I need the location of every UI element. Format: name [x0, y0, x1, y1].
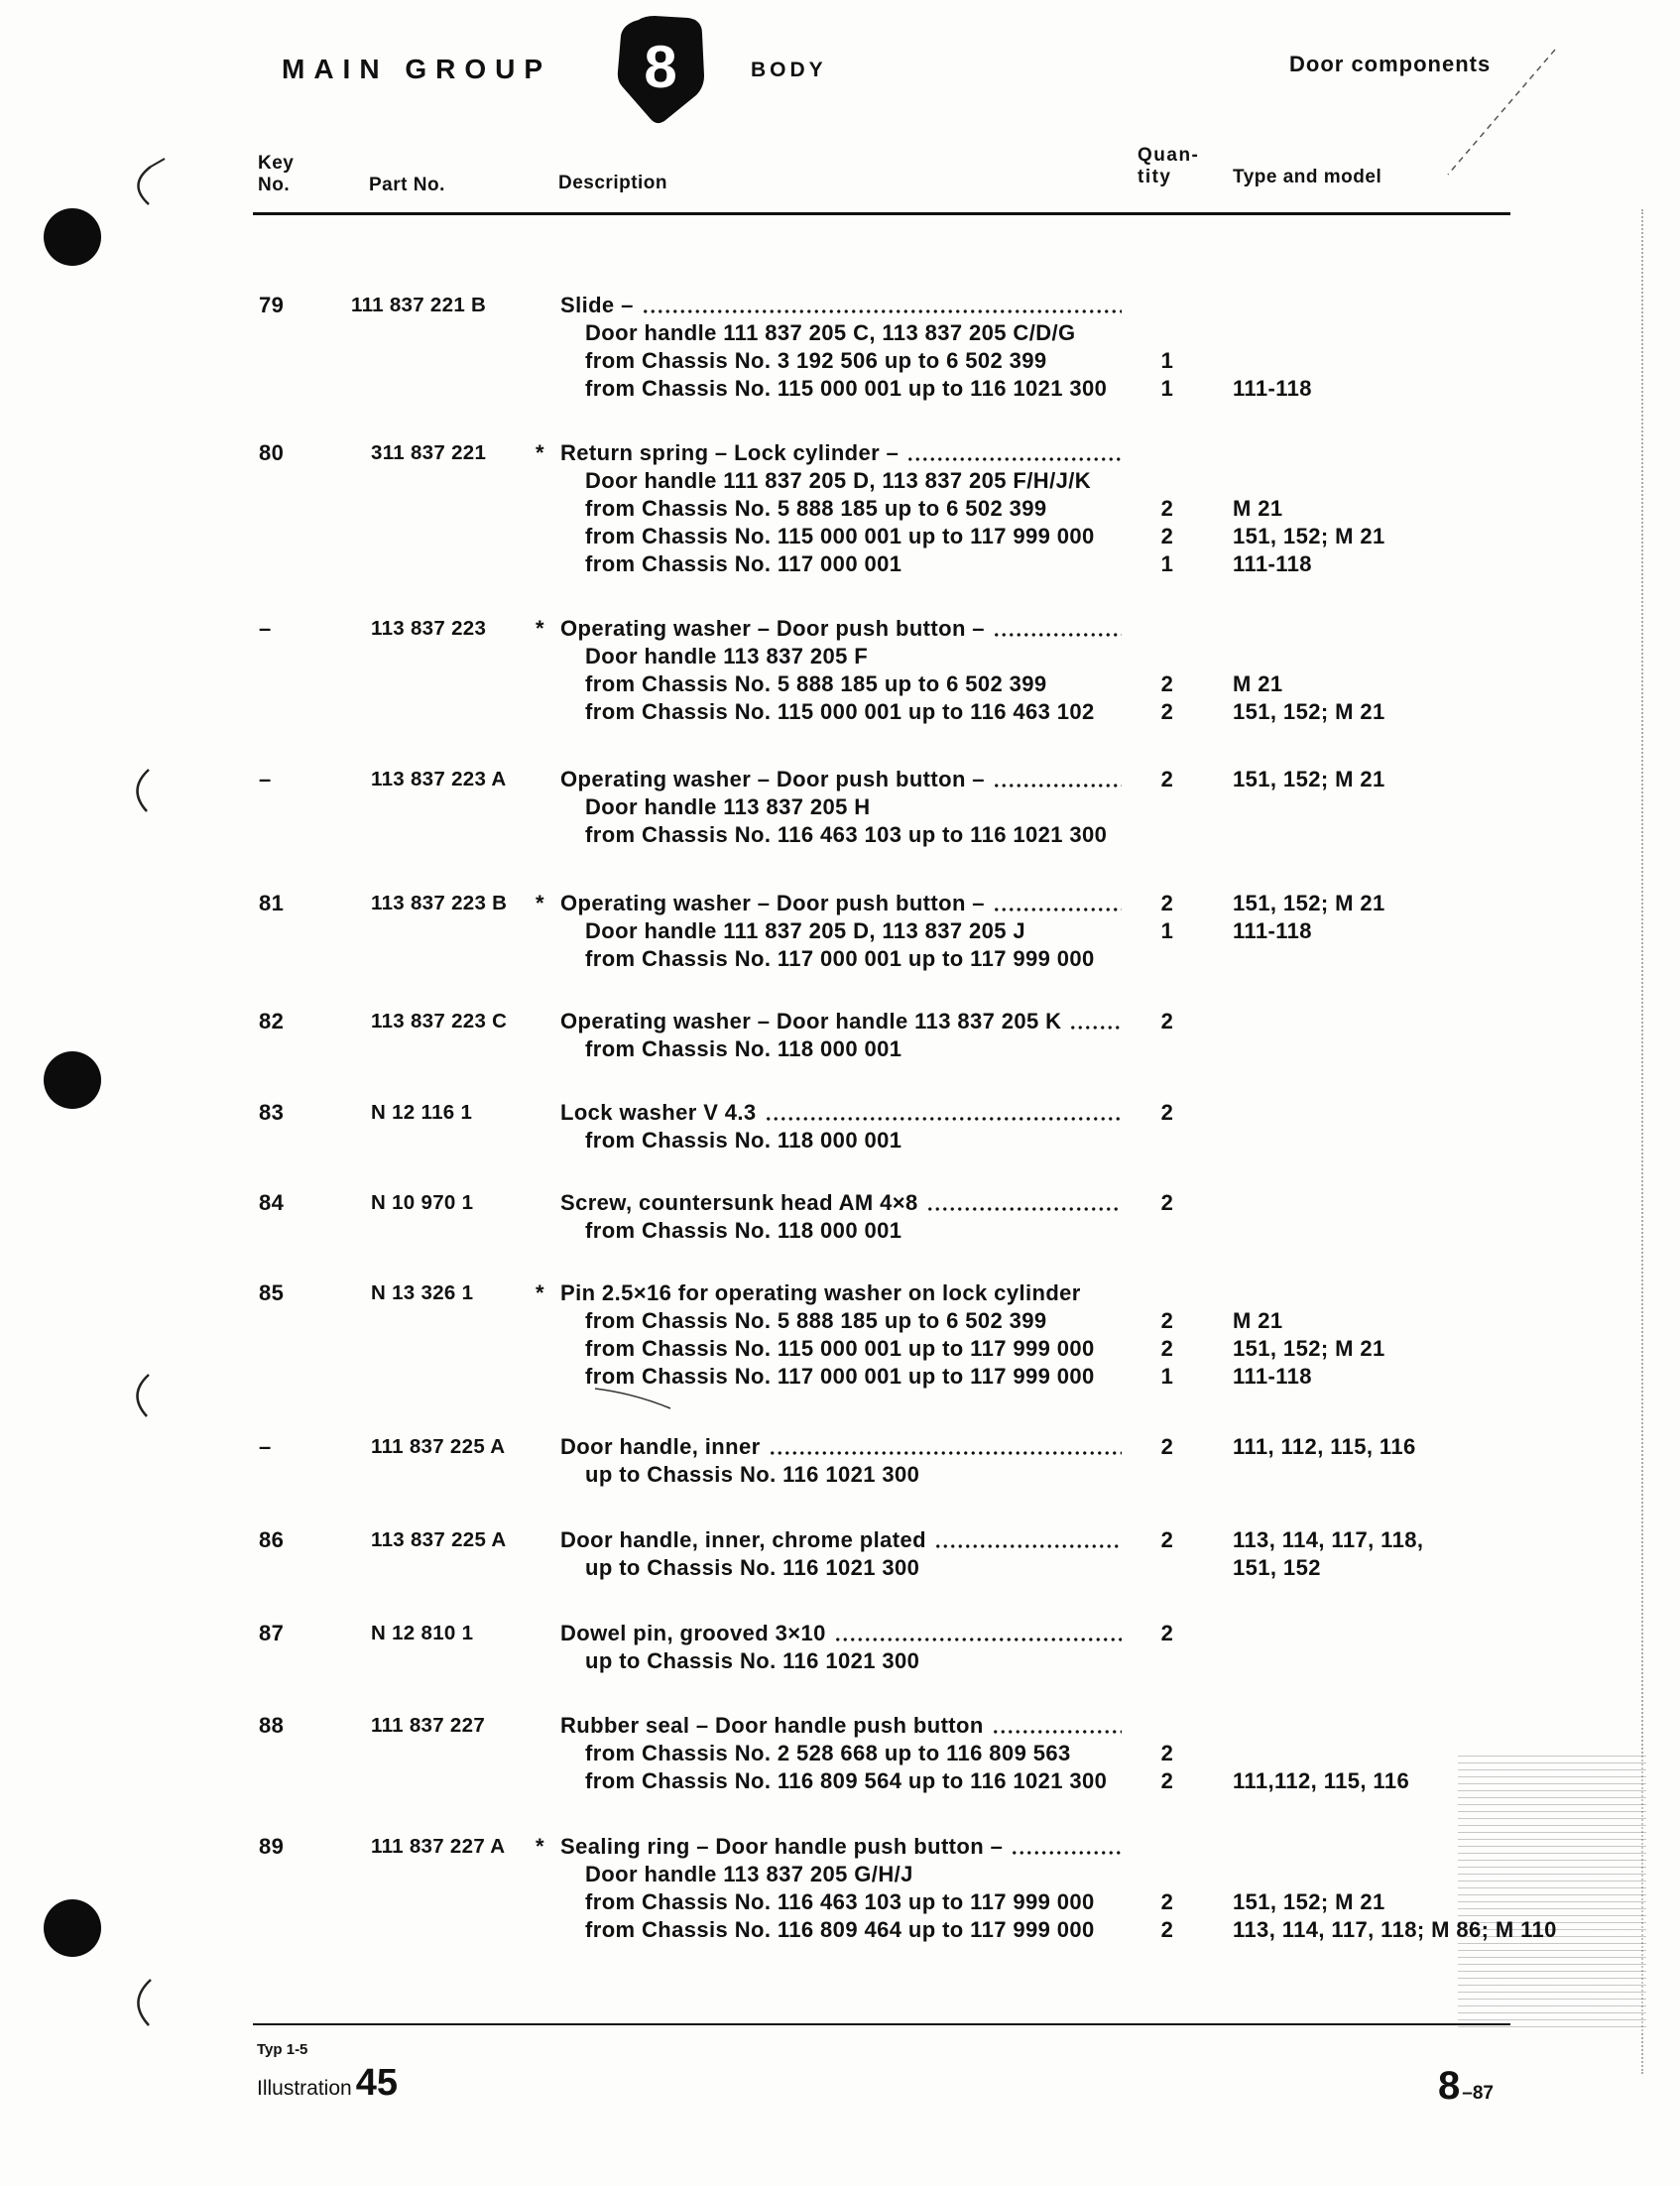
description-cell: [585, 1554, 919, 1582]
description-text: Door handle, inner, chrome plated: [560, 1527, 926, 1552]
description-cell: [560, 890, 1122, 917]
type-and-model: 151, 152; M 21: [1233, 1336, 1385, 1361]
description-line: [0, 890, 1680, 917]
description-line: [0, 1712, 1680, 1740]
description-text: Lock washer V 4.3: [560, 1100, 757, 1125]
illustration-reference: [257, 2064, 398, 2102]
description-line: [0, 1888, 1680, 1916]
part-number: N 12 116 1: [371, 1101, 473, 1124]
quantity: 2: [1160, 496, 1174, 521]
description-line: [0, 1861, 1680, 1888]
description-cell: [585, 670, 1047, 698]
description-cell: [560, 1008, 1122, 1035]
type-and-model: 111-118: [1233, 1364, 1312, 1389]
description-line: [0, 1526, 1680, 1554]
description-line: [0, 467, 1680, 495]
key-number: 87: [259, 1621, 285, 1645]
description-cell: [585, 945, 1095, 973]
description-text: from Chassis No. 5 888 185 up to 6 502 399: [585, 1308, 1047, 1333]
description-cell: [560, 1833, 1122, 1861]
dot-leader: [934, 1544, 1122, 1548]
part-number: N 12 810 1: [371, 1622, 474, 1644]
part-number: 113 837 223 C: [371, 1010, 508, 1032]
description-text: from Chassis No. 2 528 668 up to 116 809 563: [585, 1741, 1071, 1765]
quantity: 1: [1160, 1364, 1174, 1389]
type-and-model: 151, 152; M 21: [1233, 1889, 1385, 1914]
description-cell: [585, 1127, 901, 1154]
description-text: Door handle, inner: [560, 1434, 761, 1459]
description-text: Operating washer – Door push button –: [560, 616, 985, 641]
revision-star: *: [536, 1280, 544, 1305]
description-line: [0, 670, 1680, 698]
dot-leader: [769, 1451, 1122, 1455]
description-text: Slide –: [560, 293, 634, 317]
type-and-model: M 21: [1233, 1308, 1283, 1333]
section-title: Door components: [1289, 52, 1492, 76]
description-line: [0, 945, 1680, 973]
type-and-model: M 21: [1233, 671, 1283, 696]
description-line: [0, 1307, 1680, 1335]
key-number: –: [259, 767, 272, 791]
key-number: 82: [259, 1009, 285, 1033]
description-text: Door handle 111 837 205 D, 113 837 205 F/H/J/K: [585, 468, 1092, 493]
description-line: [0, 1335, 1680, 1363]
description-text: from Chassis No. 118 000 001: [585, 1218, 902, 1243]
quantity: 2: [1160, 1527, 1174, 1552]
description-cell: [585, 1217, 901, 1245]
description-text: from Chassis No. 115 000 001 up to 117 999 000: [585, 1336, 1095, 1361]
revision-star: *: [536, 891, 544, 915]
description-line: [0, 523, 1680, 550]
vehicle-type-label: Typ 1-5: [257, 2041, 308, 2058]
description-line: [0, 1363, 1680, 1391]
description-line: [0, 917, 1680, 945]
description-text: from Chassis No. 5 888 185 up to 6 502 399: [585, 496, 1047, 521]
group-name: BODY: [751, 59, 827, 81]
description-cell: [585, 1647, 919, 1675]
description-text: Door handle 111 837 205 C, 113 837 205 C/D/G: [585, 320, 1076, 345]
description-line: [0, 1008, 1680, 1035]
column-description-heading: Description: [558, 173, 668, 193]
description-text: up to Chassis No. 116 1021 300: [585, 1462, 920, 1487]
quantity: 2: [1160, 671, 1174, 696]
dot-leader: [993, 908, 1122, 911]
description-text: from Chassis No. 117 000 001: [585, 551, 902, 576]
description-text: Screw, countersunk head AM 4×8: [560, 1190, 918, 1215]
quantity: 1: [1160, 348, 1174, 373]
key-number: 89: [259, 1834, 285, 1859]
description-cell: [585, 1767, 1107, 1795]
description-text: from Chassis No. 115 000 001 up to 116 463 102: [585, 699, 1095, 724]
key-number: 86: [259, 1527, 285, 1552]
description-line: [0, 698, 1680, 726]
description-line: [0, 495, 1680, 523]
description-cell: [585, 375, 1107, 403]
description-line: [0, 1647, 1680, 1675]
description-text: Door handle 113 837 205 F: [585, 644, 869, 668]
page-sub-number: –87: [1462, 2083, 1494, 2104]
description-text: Sealing ring – Door handle push button –: [560, 1834, 1004, 1859]
quantity: 2: [1160, 1434, 1174, 1459]
description-line: [0, 1217, 1680, 1245]
description-line: [0, 1035, 1680, 1063]
description-line: [0, 1916, 1680, 1944]
description-line: [0, 292, 1680, 319]
part-number: 113 837 223: [371, 617, 487, 640]
description-cell: [560, 1433, 1122, 1461]
part-number: 113 837 223 B: [371, 892, 508, 914]
footer-rule: [253, 2023, 1510, 2025]
quantity: 2: [1160, 1768, 1174, 1793]
description-cell: [585, 1363, 1095, 1391]
description-cell: [585, 1335, 1095, 1363]
part-number: 111 837 227: [371, 1714, 486, 1737]
quantity: 2: [1160, 891, 1174, 915]
description-text: Operating washer – Door handle 113 837 205 K: [560, 1009, 1062, 1033]
quantity: 2: [1160, 1917, 1174, 1942]
quantity: 1: [1160, 918, 1174, 943]
part-number: 113 837 223 A: [371, 768, 507, 790]
quantity: 1: [1160, 551, 1174, 576]
description-text: up to Chassis No. 116 1021 300: [585, 1648, 920, 1673]
description-cell: [585, 1307, 1047, 1335]
quantity: 2: [1160, 1889, 1174, 1914]
dot-leader: [1011, 1851, 1122, 1855]
part-number: 113 837 225 A: [371, 1528, 507, 1551]
quantity: 1: [1160, 376, 1174, 401]
description-line: [0, 1433, 1680, 1461]
description-cell: [560, 439, 1122, 467]
key-number: 81: [259, 891, 285, 915]
description-line: [0, 821, 1680, 849]
illustration-label: Illustration: [257, 2077, 352, 2100]
column-quantity-heading: tity: [1138, 167, 1172, 187]
quantity: 2: [1160, 1741, 1174, 1765]
dot-leader: [993, 784, 1122, 788]
description-text: Operating washer – Door push button –: [560, 767, 985, 791]
type-and-model: 151, 152; M 21: [1233, 891, 1385, 915]
key-number: 79: [259, 293, 285, 317]
description-cell: [585, 523, 1095, 550]
dot-leader: [906, 457, 1122, 461]
description-cell: [585, 550, 901, 578]
key-number: 80: [259, 440, 285, 465]
description-line: [0, 319, 1680, 347]
description-cell: [585, 1035, 901, 1063]
key-number: 84: [259, 1190, 285, 1215]
dot-leader: [765, 1117, 1122, 1121]
description-line: [0, 1833, 1680, 1861]
description-cell: [585, 347, 1047, 375]
type-and-model: 151, 152; M 21: [1233, 524, 1385, 548]
description-cell: [585, 1916, 1095, 1944]
column-part-heading: Part No.: [369, 175, 445, 195]
key-number: 85: [259, 1280, 285, 1305]
description-text: from Chassis No. 116 809 564 up to 116 1021 300: [585, 1768, 1108, 1793]
description-text: from Chassis No. 117 000 001 up to 117 999 000: [585, 946, 1095, 971]
description-line: [0, 1767, 1680, 1795]
description-cell: [560, 1712, 1122, 1740]
key-number: 83: [259, 1100, 285, 1125]
type-and-model: 113, 114, 117, 118; M 86; M 110: [1233, 1917, 1557, 1942]
description-text: from Chassis No. 117 000 001 up to 117 999 000: [585, 1364, 1095, 1389]
type-and-model: 111-118: [1233, 551, 1312, 576]
description-line: [0, 766, 1680, 793]
type-and-model: 151, 152; M 21: [1233, 699, 1385, 724]
description-cell: [585, 821, 1107, 849]
description-cell: [585, 319, 1076, 347]
description-text: Door handle 113 837 205 H: [585, 794, 871, 819]
description-cell: [585, 917, 1025, 945]
description-line: [0, 1279, 1680, 1307]
type-and-model: 151, 152: [1233, 1555, 1321, 1580]
description-line: [0, 1740, 1680, 1767]
dot-leader: [642, 309, 1122, 313]
group-number: 8: [644, 34, 677, 100]
description-cell: [585, 1888, 1095, 1916]
type-and-model: 113, 114, 117, 118,: [1233, 1527, 1424, 1552]
illustration-number: 45: [355, 2062, 398, 2104]
dot-leader: [993, 633, 1122, 637]
description-line: [0, 439, 1680, 467]
description-cell: [585, 1861, 913, 1888]
key-number: –: [259, 1434, 272, 1459]
quantity: 2: [1160, 1308, 1174, 1333]
part-number: 111 837 221 B: [351, 294, 487, 316]
column-quantity-heading: Quan-: [1138, 145, 1200, 166]
description-line: [0, 1461, 1680, 1489]
description-text: from Chassis No. 118 000 001: [585, 1036, 902, 1061]
revision-star: *: [536, 1834, 544, 1859]
description-cell: [560, 1620, 1122, 1647]
description-text: from Chassis No. 5 888 185 up to 6 502 399: [585, 671, 1047, 696]
description-text: from Chassis No. 115 000 001 up to 117 999 000: [585, 524, 1095, 548]
description-line: [0, 793, 1680, 821]
key-number: 88: [259, 1713, 285, 1738]
column-key-heading: Key: [258, 153, 295, 174]
type-and-model: 111, 112, 115, 116: [1233, 1434, 1416, 1459]
description-text: from Chassis No. 116 463 103 up to 117 999 000: [585, 1889, 1095, 1914]
description-line: [0, 1189, 1680, 1217]
revision-star: *: [536, 616, 544, 641]
description-text: Door handle 113 837 205 G/H/J: [585, 1862, 913, 1886]
quantity: 2: [1160, 1100, 1174, 1125]
description-line: [0, 550, 1680, 578]
description-text: from Chassis No. 116 809 464 up to 117 999 000: [585, 1917, 1095, 1942]
description-cell: [585, 1461, 919, 1489]
part-number: 111 837 225 A: [371, 1435, 506, 1458]
description-text: from Chassis No. 116 463 103 up to 116 1021 300: [585, 822, 1108, 847]
column-key-heading: No.: [258, 175, 291, 195]
quantity: 2: [1160, 1190, 1174, 1215]
description-cell: [585, 495, 1047, 523]
description-cell: [560, 1526, 1122, 1554]
revision-star: *: [536, 440, 544, 465]
description-text: Dowel pin, grooved 3×10: [560, 1621, 826, 1645]
quantity: 2: [1160, 767, 1174, 791]
description-line: [0, 1554, 1680, 1582]
quantity: 2: [1160, 1621, 1174, 1645]
description-line: [0, 615, 1680, 643]
quantity: 2: [1160, 1009, 1174, 1033]
part-number: 311 837 221: [371, 441, 487, 464]
description-cell: [560, 1279, 1081, 1307]
type-and-model: 111,112, 115, 116: [1233, 1768, 1410, 1793]
main-group-title: MAIN GROUP: [282, 54, 551, 84]
description-cell: [585, 698, 1095, 726]
type-and-model: M 21: [1233, 496, 1283, 521]
description-line: [0, 1620, 1680, 1647]
description-cell: [585, 643, 868, 670]
description-text: Rubber seal – Door handle push button: [560, 1713, 984, 1738]
description-cell: [585, 467, 1091, 495]
description-cell: [560, 1189, 1122, 1217]
description-text: from Chassis No. 118 000 001: [585, 1128, 902, 1153]
description-line: [0, 375, 1680, 403]
type-and-model: 111-118: [1233, 918, 1312, 943]
column-type-heading: Type and model: [1233, 167, 1382, 187]
description-line: [0, 1127, 1680, 1154]
description-line: [0, 347, 1680, 375]
quantity: 2: [1160, 699, 1174, 724]
page-number: [1438, 2066, 1494, 2106]
description-line: [0, 1099, 1680, 1127]
part-number: N 10 970 1: [371, 1191, 474, 1214]
description-text: Operating washer – Door push button –: [560, 891, 985, 915]
type-and-model: 151, 152; M 21: [1233, 767, 1385, 791]
description-cell: [560, 292, 1122, 319]
description-text: Pin 2.5×16 for operating washer on lock cylinder: [560, 1280, 1081, 1305]
description-line: [0, 643, 1680, 670]
type-and-model: 111-118: [1233, 376, 1312, 401]
quantity: 2: [1160, 1336, 1174, 1361]
page-group-number: 8: [1438, 2064, 1461, 2108]
dot-leader: [926, 1207, 1122, 1211]
quantity: 2: [1160, 524, 1174, 548]
description-text: from Chassis No. 3 192 506 up to 6 502 399: [585, 348, 1047, 373]
description-text: from Chassis No. 115 000 001 up to 116 1021 300: [585, 376, 1108, 401]
description-cell: [585, 793, 871, 821]
description-text: Door handle 111 837 205 D, 113 837 205 J: [585, 918, 1026, 943]
dot-leader: [992, 1730, 1122, 1734]
description-cell: [560, 766, 1122, 793]
description-text: Return spring – Lock cylinder –: [560, 440, 900, 465]
description-cell: [560, 1099, 1122, 1127]
key-number: –: [259, 616, 272, 641]
dot-leader: [1069, 1026, 1122, 1030]
description-cell: [560, 615, 1122, 643]
part-number: 111 837 227 A: [371, 1835, 506, 1858]
description-text: up to Chassis No. 116 1021 300: [585, 1555, 920, 1580]
dot-leader: [834, 1638, 1122, 1641]
description-cell: [585, 1740, 1071, 1767]
part-number: N 13 326 1: [371, 1281, 474, 1304]
